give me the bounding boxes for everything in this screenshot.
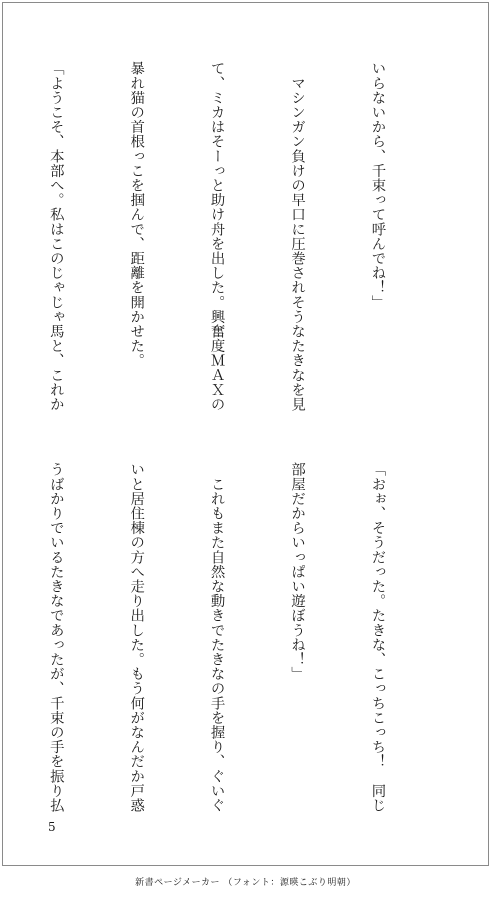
lower-text-block xyxy=(0,462,444,818)
book-page xyxy=(2,2,489,866)
text-line: 「おぉ、そうだった。たきな、こっちこっち！ 同じ xyxy=(369,462,386,813)
text-line: うばかりでいるたきなであったが、千束の手を振り払 xyxy=(47,462,64,813)
text-line: て、ミカはそーっと助け舟を出した。興奮度ＭＡＸの xyxy=(208,61,225,412)
text-line: いと居住棟の方へ走り出した。もう何がなんだか戸惑 xyxy=(128,462,145,813)
text-line: いらないから、千束って呼んでね！」 xyxy=(369,61,386,310)
page-credit: 新書ページメーカー （フォント：源暎こぶり明朝） xyxy=(135,878,356,888)
text-line: これもまた自然な動きでたきなの手を握り、ぐいぐ xyxy=(208,462,225,813)
text-line: 暴れ猫の首根っこを掴んで、距離を開かせた。 xyxy=(128,61,145,368)
text-line: 部屋だからいっぱい遊ぼうね！」 xyxy=(289,462,306,681)
upper-text-block xyxy=(0,61,444,417)
text-line: マシンガン負けの早口に圧巻されそうなたきなを見 xyxy=(289,61,306,412)
text-line: 「ようこそ、本部へ。私はこのじゃじゃ馬と、これか xyxy=(47,61,64,412)
page-number: 5 xyxy=(48,820,56,834)
